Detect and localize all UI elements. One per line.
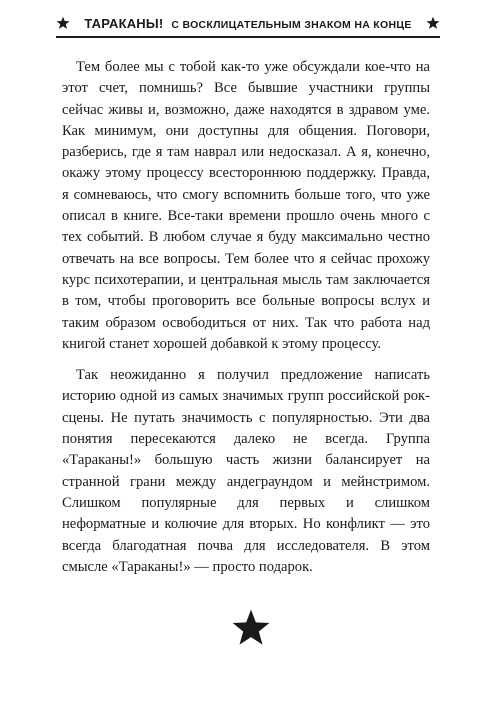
star-icon	[426, 16, 440, 30]
star-icon	[56, 16, 70, 30]
paragraph-1: Тем более мы с тобой как-то уже обсуждали кое-что на этот счет, помнишь? Все бывшие участники группы сейчас живы и, возможно, даже находятся в здравом уме. Как минимум, они доступны для общения. Поговори, разберись, где я там наврал или недосказал. А я, конечно, окажу этому процессу всестороннюю поддержку. Правда, я сомневаюсь, что смогу вспомнить больше того, что уже описал в книге. Все-таки времени прошло очень много с тех событий. В любом случае я буду максимально честно отвечать на все вопросы. Тем более что я сейчас прохожу курс психотерапии, и центральная мысль там заключается в том, чтобы проговорить все больные вопросы вслух и таким образом освободиться от них. Так что работа над книгой станет хорошей добавкой к этому процессу.	[62, 59, 430, 352]
book-title: ТАРАКАНЫ!	[84, 15, 164, 31]
running-header	[56, 14, 440, 38]
paragraph-2: Так неожиданно я получил предложение написать историю одной из самых значимых групп российской рок-сцены. Не путать значимость с популярностью. Эти два понятия пересекаются далеко не всегда. Группа «Тараканы!» большую часть жизни балансирует на странной грани между андеграундом и мейнстримом. Слишком популярные для первых и слишком неформатные и колючие для вторых. Но конфликт — это всегда благодатная почва для исследователя. В этом смысле «Тараканы!» — просто подарок.	[62, 367, 430, 575]
star-icon	[230, 608, 272, 648]
body-text	[62, 57, 430, 578]
book-subtitle: С ВОСКЛИЦАТЕЛЬНЫМ ЗНАКОМ НА КОНЦЕ	[171, 18, 412, 31]
header-title	[84, 16, 411, 31]
